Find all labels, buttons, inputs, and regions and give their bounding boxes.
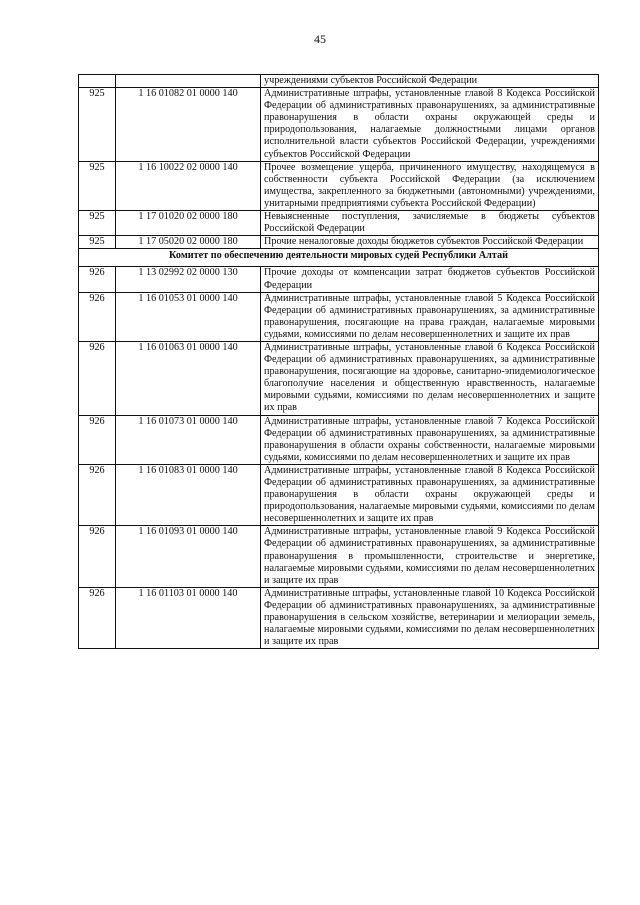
description-cell: Невыясненные поступления, зачисляемые в бюджеты субъектов Российской Федерации <box>261 211 599 236</box>
page-number: 45 <box>314 32 326 46</box>
description-cell: учреждениями субъектов Российской Федерации <box>261 75 599 88</box>
revenue-code-cell: 1 16 01082 01 0000 140 <box>116 88 261 162</box>
admin-code-cell <box>79 75 116 88</box>
table-row <box>79 161 599 210</box>
admin-code-cell: 926 <box>79 415 116 464</box>
revenue-code-cell: 1 13 02992 02 0000 130 <box>116 267 261 292</box>
revenue-code-cell: 1 17 05020 02 0000 180 <box>116 236 261 249</box>
table-row <box>79 211 599 236</box>
revenue-code-cell: 1 16 10022 02 0000 140 <box>116 161 261 210</box>
revenue-codes-table <box>78 74 599 649</box>
admin-code-cell: 926 <box>79 587 116 648</box>
table-row <box>79 75 599 88</box>
admin-code-cell: 926 <box>79 292 116 341</box>
description-cell: Прочее возмещение ущерба, причиненного имуществу, находящемуся в собственности субъекта Российской Федерации (за исключением имущества, закрепленного за бюджетными (автономными) учреждениями, унитарными предприятиями субъекта Российской Федерации) <box>261 161 599 210</box>
revenue-code-cell: 1 16 01063 01 0000 140 <box>116 341 261 415</box>
description-cell: Административные штрафы, установленные главой 8 Кодекса Российской Федерации об административных правонарушениях, за административные правонарушения в области охраны окружающей среды и природопользования, налагаемые должностными лицами органов исполнительной власти субъектов Российской Федерации, учреждениями субъектов Российской Федерации <box>261 88 599 162</box>
revenue-code-cell: 1 17 01020 02 0000 180 <box>116 211 261 236</box>
admin-code-cell: 926 <box>79 464 116 525</box>
table-row <box>79 526 599 587</box>
table-row <box>79 88 599 162</box>
revenue-code-cell: 1 16 01053 01 0000 140 <box>116 292 261 341</box>
description-cell: Административные штрафы, установленные главой 7 Кодекса Российской Федерации об административных правонарушениях, за административные правонарушения в области охраны собственности, налагаемые мировыми судьями, комиссиями по делам несовершеннолетних и защите их прав <box>261 415 599 464</box>
description-cell: Административные штрафы, установленные главой 6 Кодекса Российской Федерации об административных правонарушениях, за административные правонарушения, посягающие на здоровье, санитарно-эпидемиологическое благополучие населения и общественную нравственность, налагаемые мировыми судьями, комиссиями по делам несовершеннолетних и защите их прав <box>261 341 599 415</box>
revenue-code-cell <box>116 75 261 88</box>
description-cell: Прочие неналоговые доходы бюджетов субъектов Российской Федерации <box>261 236 599 249</box>
revenue-code-cell: 1 16 01103 01 0000 140 <box>116 587 261 648</box>
table-row <box>79 236 599 249</box>
admin-code-cell: 926 <box>79 341 116 415</box>
description-cell: Административные штрафы, установленные главой 8 Кодекса Российской Федерации об административных правонарушениях, за административные правонарушения в области охраны окружающей среды и природопользования, налагаемые мировыми судьями, комиссиями по делам несовершеннолетних и защите их прав <box>261 464 599 525</box>
revenue-code-cell: 1 16 01093 01 0000 140 <box>116 526 261 587</box>
section-header-row <box>79 249 599 267</box>
revenue-code-cell: 1 16 01073 01 0000 140 <box>116 415 261 464</box>
section-title: Комитет по обеспечению деятельности мировых судей Республики Алтай <box>79 249 599 267</box>
description-cell: Прочие доходы от компенсации затрат бюджетов субъектов Российской Федерации <box>261 267 599 292</box>
admin-code-cell: 925 <box>79 211 116 236</box>
description-cell: Административные штрафы, установленные главой 10 Кодекса Российской Федерации об административных правонарушениях, за административные правонарушения в сельском хозяйстве, ветеринарии и мелиорации земель, налагаемые мировыми судьями, комиссиями по делам несовершеннолетних и защите их прав <box>261 587 599 648</box>
description-cell: Административные штрафы, установленные главой 5 Кодекса Российской Федерации об административных правонарушениях, за административные правонарушения, посягающие на права граждан, налагаемые мировыми судьями, комиссиями по делам несовершеннолетних и защите их прав <box>261 292 599 341</box>
table-row <box>79 415 599 464</box>
table-row <box>79 587 599 648</box>
table-row <box>79 292 599 341</box>
revenue-code-cell: 1 16 01083 01 0000 140 <box>116 464 261 525</box>
table-row <box>79 464 599 525</box>
table-row <box>79 341 599 415</box>
description-cell: Административные штрафы, установленные главой 9 Кодекса Российской Федерации об административных правонарушениях, за административные правонарушения в промышленности, строительстве и энергетике, налагаемые мировыми судьями, комиссиями по делам несовершеннолетних и защите их прав <box>261 526 599 587</box>
admin-code-cell: 926 <box>79 526 116 587</box>
admin-code-cell: 925 <box>79 236 116 249</box>
table-row <box>79 267 599 292</box>
admin-code-cell: 925 <box>79 88 116 162</box>
admin-code-cell: 926 <box>79 267 116 292</box>
admin-code-cell: 925 <box>79 161 116 210</box>
